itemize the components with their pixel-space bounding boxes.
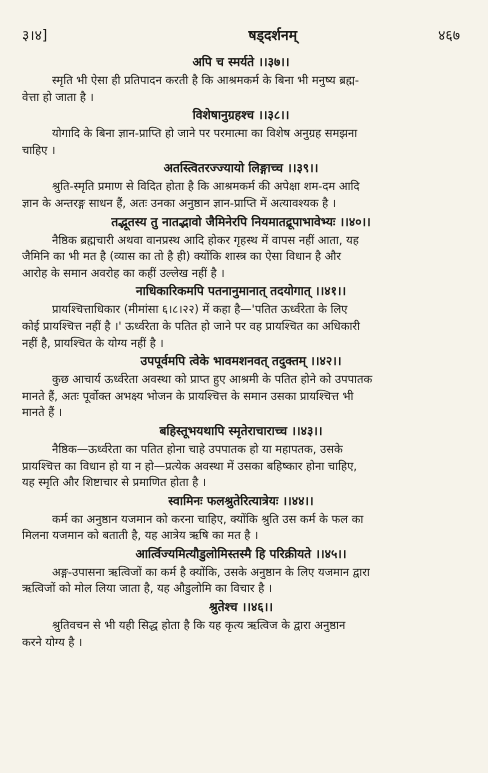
sutra-heading: तद्भूतस्य तु नातद्भावो जैमिनेरपि नियमातद्रूपाभावेभ्यः ।।४०।।	[111, 214, 371, 229]
sutra-heading: श्रुतेश्च ।।४६।।	[209, 600, 273, 615]
sutra-heading: स्वामिनः फलश्रुतेरित्यात्रेयः ।।४४।।	[168, 493, 314, 508]
sutra-heading: विशेषानुग्रहश्च ।।३८।।	[192, 108, 290, 123]
text-line: नैष्ठिक ब्रह्मचारी अथवा वानप्रस्थ आदि होकर गृहस्थ में वापस नहीं आता, यह	[52, 232, 359, 247]
commentary-paragraph	[22, 617, 460, 650]
text-line: स्मृति भी ऐसा ही प्रतिपादन करती है कि आश्रमकर्म के बिना भी मनुष्य ब्रह्म-	[52, 73, 360, 87]
commentary-paragraph	[22, 564, 460, 597]
running-title: षड्दर्शनम्	[248, 28, 298, 44]
text-line: नैष्ठिक—ऊर्ध्वरेता का पतित होना चाहे उपपातक हो या महापतक, उसके	[52, 441, 343, 456]
text-line: श्रुतिवचन से भी यही सिद्ध होता है कि यह कृत्य ऋत्विज के द्वारा अनुष्ठान	[52, 618, 346, 633]
text-line: ऋत्विजों को मोल लिया जाता है, यह औडुलोमि का विचार है ।	[22, 581, 273, 596]
text-line: प्रायश्चित्ताधिकार (मीमांसा ६।८।२२) में कहा है—'पतित ऊर्ध्वरेता के लिए	[52, 302, 348, 317]
sutra-heading: नाधिकारिकमपि पतनानुमानात् तदयोगात् ।।४१।।	[135, 284, 347, 299]
text-line: जैमिनि का भी मत है (व्यास का तो है ही) क्योंकि शास्त्र का ऐसा विधान है और	[22, 249, 341, 264]
text-line: श्रुति-स्मृति प्रमाण से विदित होता है कि आश्रमकर्म की अपेक्षा शम-दम आदि	[52, 179, 360, 194]
text-line: मिलना यजमान को बताती है, यह आत्रेय ऋषि का मत है ।	[22, 528, 259, 543]
text-line: आरोह के समान अवरोह का कहीं उल्लेख नहीं है ।	[22, 265, 225, 280]
text-line: नहीं है, प्रायश्चित के योग्य नहीं है ।	[22, 335, 164, 350]
text-line: यह स्मृति और शिष्टाचार से प्रमाणित होता है ।	[22, 475, 207, 490]
text-line: योगादि के बिना ज्ञान-प्राप्ति हो जाने पर परमात्मा का विशेष अनुग्रह समझना	[52, 126, 358, 141]
commentary-paragraph	[22, 232, 460, 282]
commentary-paragraph	[22, 441, 460, 491]
sutra-heading: उपपूर्वमपि त्वेके भावमशनवत् तदुक्तम् ।।४२।।	[140, 354, 342, 369]
text-line: कुछ आचार्य ऊर्ध्वरेता अवस्था को प्राप्त हुए आश्रमी के पतित होने को उपपातक	[52, 372, 373, 387]
text-line: कर्म का अनुष्ठान यजमान को करना चाहिए, क्योंकि श्रुति उस कर्म के फल का	[52, 511, 364, 526]
page-body	[22, 54, 460, 650]
sutra-heading: बहिस्तूभयथापि स्मृतेराचाराच्च ।।४३।।	[159, 423, 323, 438]
sutra-heading: आर्त्विज्यमित्यौडुलोमिस्तस्मै हि परिक्रीयते ।।४५।।	[135, 546, 347, 561]
text-line: वेत्ता हो जाता है ।	[22, 89, 94, 104]
text-line: चाहिए ।	[22, 142, 56, 157]
commentary-paragraph	[22, 301, 460, 351]
text-line: प्रायश्चित्त का विधान हो या न हो—प्रत्येक अवस्था में उसका बहिष्कार होना चाहिए,	[22, 458, 357, 473]
page-number: ४६७	[438, 28, 460, 44]
commentary-paragraph	[22, 511, 460, 544]
commentary-paragraph	[22, 371, 460, 421]
commentary-paragraph	[22, 178, 460, 211]
text-line: मानते हैं ।	[22, 405, 63, 420]
sutra-heading: अतस्त्वितरज्ज्यायो लिङ्गाच्च ।।३९।।	[163, 161, 319, 176]
text-line: कोई प्रायश्चित्त नहीं है ।' ऊर्ध्वरेता के पतित हो जाने पर वह प्रायश्चित का अधिकारी	[22, 318, 360, 333]
text-line: अङ्ग-उपासना ऋत्विजों का कर्म है क्योंकि, उसके अनुष्ठान के लिए यजमान द्वारा	[52, 564, 370, 579]
commentary-paragraph	[22, 125, 460, 158]
text-line: मानते हैं, अतः पूर्वोक्त अभक्ष्य भोजन के प्रायश्चित्त के समान उसका प्रायश्चित्त भी	[22, 388, 354, 403]
text-line: करने योग्य है ।	[22, 634, 83, 649]
chapter-page-ref: ३।४]	[22, 28, 48, 44]
page-header	[22, 26, 460, 45]
text-line: ज्ञान के अन्तरङ्ग साधन हैं, अतः उनका अनुष्ठान ज्ञान-प्राप्ति में अत्यावश्यक है ।	[22, 195, 337, 210]
commentary-paragraph	[22, 72, 460, 105]
sutra-heading: अपि च स्मर्यते ।।३७।।	[192, 55, 290, 69]
